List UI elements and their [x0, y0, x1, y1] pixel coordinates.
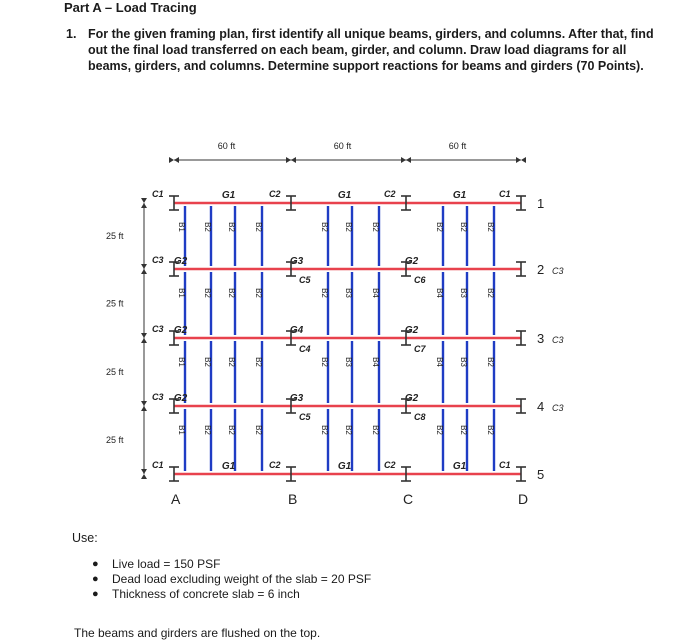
bullet-icon: ●	[92, 588, 99, 600]
beam-label: B2	[319, 357, 329, 367]
arrow-icon	[141, 469, 147, 474]
column-label: C7	[414, 344, 426, 354]
bay-depth-label: 25 ft	[106, 231, 124, 241]
grid-line-number: 3	[537, 331, 545, 346]
arrow-icon	[521, 157, 526, 163]
column-label: C2	[269, 189, 281, 199]
bay-width-label: 60 ft	[448, 141, 467, 151]
beam-label: B2	[226, 288, 236, 298]
beam-label: B2	[319, 425, 329, 435]
grid-line-number: 5	[537, 467, 545, 482]
beam-label: B4	[434, 357, 444, 367]
arrow-icon	[141, 198, 147, 203]
grid-line-mark: C3	[552, 335, 564, 345]
girder-label: G4	[289, 325, 304, 336]
arrow-icon	[141, 264, 147, 269]
bay-depth-label: 25 ft	[106, 367, 124, 377]
beam-label: B2	[343, 222, 353, 232]
beam-label: B2	[253, 222, 263, 232]
girder-label: G1	[221, 461, 236, 472]
bullet-icon: ●	[92, 558, 99, 570]
bay-width-label: 60 ft	[217, 141, 236, 151]
beam-label: B2	[485, 222, 495, 232]
column-label: C1	[152, 460, 164, 470]
load-item-text: Thickness of concrete slab = 6 inch	[112, 587, 300, 601]
arrow-icon	[169, 157, 174, 163]
beam-label: B1	[176, 288, 186, 298]
beam-label: B2	[202, 425, 212, 435]
beam-label: B2	[370, 222, 380, 232]
arrow-icon	[141, 401, 147, 406]
column-label: C2	[269, 460, 281, 470]
column-label: C3	[152, 255, 164, 265]
load-item	[92, 557, 371, 572]
arrow-icon	[141, 269, 147, 274]
column-label: C3	[152, 392, 164, 402]
arrow-icon	[291, 157, 296, 163]
part-title: Part A – Load Tracing	[64, 0, 197, 15]
column-label: C1	[499, 189, 511, 199]
girder-label: G1	[221, 190, 236, 201]
beam-label: B3	[458, 357, 468, 367]
girder-label: G2	[173, 256, 188, 267]
load-item-text: Live load = 150 PSF	[112, 557, 221, 571]
grid-line-mark: C3	[552, 266, 564, 276]
load-item	[92, 572, 371, 587]
bay-depth-label: 25 ft	[106, 298, 124, 309]
load-item-text: Dead load excluding weight of the slab = 20 PSF	[112, 572, 372, 586]
column-line-letter: D	[518, 491, 529, 507]
beam-label: B2	[370, 425, 380, 435]
grid-line-number: 4	[537, 399, 545, 414]
beam-label: B2	[485, 425, 495, 435]
beam-label: B2	[226, 357, 236, 367]
beam-label: B3	[343, 357, 353, 367]
arrow-icon	[141, 338, 147, 343]
arrow-icon	[141, 333, 147, 338]
arrow-icon	[516, 157, 521, 163]
column-label: C4	[299, 344, 311, 354]
arrow-icon	[141, 203, 147, 208]
beam-label: B2	[485, 288, 495, 298]
beam-label: B2	[226, 222, 236, 232]
column-line-letter: A	[171, 491, 181, 507]
column-label: C1	[499, 460, 511, 470]
arrow-icon	[174, 157, 179, 163]
beam-label: B2	[202, 357, 212, 367]
beam-label: B2	[319, 222, 329, 232]
column-label: C5	[299, 412, 311, 422]
column-line-letter: B	[288, 491, 298, 507]
beam-label: B2	[253, 288, 263, 298]
footer-note: The beams and girders are flushed on the top.	[74, 626, 321, 640]
girder-label: G1	[337, 461, 352, 472]
beam-label: B2	[253, 425, 263, 435]
bay-width-label: 60 ft	[333, 141, 352, 151]
column-label: C2	[384, 189, 396, 199]
arrow-icon	[141, 474, 147, 479]
column-label: C3	[152, 324, 164, 334]
beam-label: B1	[176, 357, 186, 367]
girder-label: G1	[452, 190, 467, 201]
beam-label: B2	[458, 222, 468, 232]
column-label: C2	[384, 460, 396, 470]
girder-label: G2	[404, 393, 419, 404]
beam-label: B1	[176, 222, 186, 232]
beam-label: B2	[343, 425, 353, 435]
arrow-icon	[406, 157, 411, 163]
beam-label: B4	[434, 288, 444, 298]
beam-label: B2	[253, 357, 263, 367]
beam-label: B2	[226, 425, 236, 435]
beam-label: B2	[434, 425, 444, 435]
grid-line-number: 2	[537, 262, 545, 277]
beam-label: B4	[370, 357, 380, 367]
question-number: 1.	[66, 27, 77, 41]
column-label: C1	[152, 189, 164, 199]
girder-label: G3	[289, 256, 304, 267]
grid-line-number: 1	[537, 196, 545, 211]
column-label: C5	[299, 275, 311, 285]
arrow-icon	[286, 157, 291, 163]
arrow-icon	[141, 406, 147, 411]
bay-depth-label: 25 ft	[106, 435, 124, 445]
load-item	[92, 587, 371, 602]
beam-label: B2	[319, 288, 329, 298]
girder-label: G1	[452, 461, 467, 472]
beam-label: B2	[202, 222, 212, 232]
beam-label: B3	[343, 288, 353, 298]
bullet-icon: ●	[92, 573, 99, 585]
beam-label: B2	[458, 425, 468, 435]
beam-label: B2	[485, 357, 495, 367]
girder-label: G2	[404, 256, 419, 267]
beam-label: B2	[434, 222, 444, 232]
girder-label: G1	[337, 190, 352, 201]
girder-label: G3	[289, 393, 304, 404]
question-text: For the given framing plan, first identify all unique beams, girders, and columns. After that, find out the final load transferred on each beam, girder, and column. Draw load diagrams for all beams, girders, and columns. Determine support reactions for beams and girders (70 Points).	[88, 27, 654, 73]
girder-label: G2	[173, 325, 188, 336]
beam-label: B1	[176, 425, 186, 435]
column-label: C6	[414, 275, 426, 285]
arrow-icon	[401, 157, 406, 163]
load-list	[92, 557, 371, 602]
beam-label: B2	[202, 288, 212, 298]
column-label: C8	[414, 412, 426, 422]
girder-label: G2	[404, 325, 419, 336]
beam-label: B4	[370, 288, 380, 298]
beam-label: B3	[458, 288, 468, 298]
use-label: Use:	[72, 531, 98, 545]
girder-label: G2	[173, 393, 188, 404]
column-line-letter: C	[403, 491, 414, 507]
grid-line-mark: C3	[552, 403, 564, 413]
